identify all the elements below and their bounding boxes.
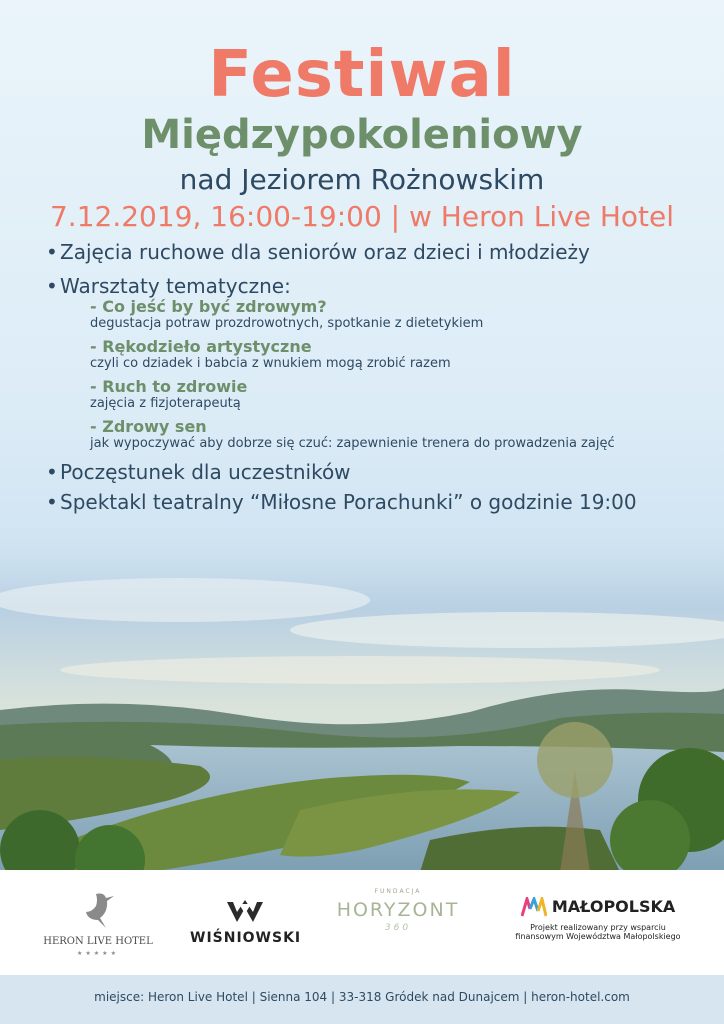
workshop-item xyxy=(90,338,451,371)
workshop-item xyxy=(90,298,483,331)
sponsor-logos xyxy=(0,870,724,975)
workshop-heading: - Co jeść by być zdrowym? xyxy=(90,297,327,316)
workshop-heading: - Zdrowy sen xyxy=(90,417,207,436)
workshop-desc: degustacja potraw prozdrowotnych, spotkanie z dietetykiem xyxy=(90,316,484,331)
wisniowski-logo-name: WIŚNIOWSKI xyxy=(190,930,302,946)
malopolska-support-line1: Projekt realizowany przy wsparciu xyxy=(530,922,666,932)
w-mark-icon xyxy=(225,900,265,924)
footer-contact-line: miejsce: Heron Live Hotel | Sienna 104 | 33-318 Gródek nad Dunajcem | heron-hotel.com xyxy=(94,990,630,1004)
lake-landscape-image xyxy=(0,520,724,872)
horyzont-logo xyxy=(336,888,460,933)
bullet-item: • Warsztaty tematyczne: xyxy=(46,274,291,298)
horyzont-logo-top: FUNDACJA xyxy=(374,888,422,895)
horyzont-logo-name: HORYZONT xyxy=(336,899,460,921)
date-line: 7.12.2019, 16:00-19:00 | w Heron Live Hotel xyxy=(49,200,675,233)
malopolska-support-line2: finansowym Województwa Małopolskiego xyxy=(515,931,681,941)
heron-logo-name: HERON LIVE HOTEL xyxy=(43,936,153,947)
heron-bird-icon xyxy=(76,890,120,930)
workshop-heading: - Rękodzieło artystyczne xyxy=(90,337,312,356)
location-line: nad Jeziorem Rożnowskim xyxy=(179,163,545,196)
wisniowski-logo xyxy=(190,900,300,946)
title: Festiwal xyxy=(208,38,516,112)
subtitle: Międzypokoleniowy xyxy=(141,112,583,158)
heron-logo-stars: ★★★★★ xyxy=(77,950,119,957)
workshop-heading: - Ruch to zdrowie xyxy=(90,377,248,396)
bullet-item: • Spektakl teatralny “Miłosne Porachunki” o godzinie 19:00 xyxy=(46,490,637,514)
malopolska-logo-name: MAŁOPOLSKA xyxy=(551,897,676,916)
horyzont-logo-num: 360 xyxy=(384,923,412,933)
m-mark-icon xyxy=(521,897,547,917)
bullet-item: • Poczęstunek dla uczestników xyxy=(46,460,351,484)
workshop-desc: jak wypoczywać aby dobrze się czuć: zapewnienie trenera do prowadzenia zajęć xyxy=(90,436,615,451)
malopolska-logo xyxy=(500,896,696,941)
workshop-desc: czyli co dziadek i babcia z wnukiem mogą zrobić razem xyxy=(90,356,451,371)
workshop-item xyxy=(90,378,247,411)
workshop-desc: zajęcia z fizjoterapeutą xyxy=(90,396,241,411)
heron-live-hotel-logo xyxy=(38,890,158,957)
workshop-item xyxy=(90,418,615,451)
footer-bar xyxy=(0,975,724,1024)
bullet-item: • Zajęcia ruchowe dla seniorów oraz dzieci i młodzieży xyxy=(46,240,590,264)
